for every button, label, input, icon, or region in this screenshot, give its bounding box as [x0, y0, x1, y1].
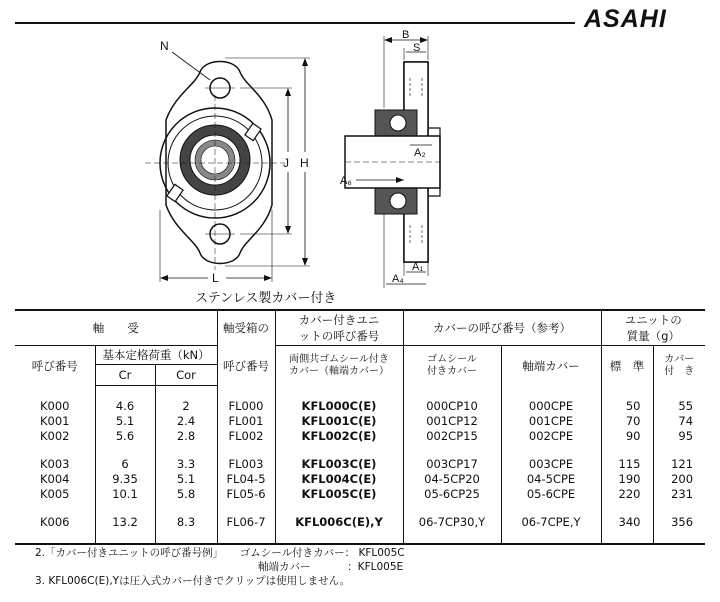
header-load-rating: 基本定格荷重（kN）	[95, 346, 217, 365]
header-cr: Cr	[95, 365, 155, 386]
label-a1: A₁	[412, 261, 424, 273]
technical-drawing	[0, 28, 720, 290]
header-housing-no-bottom: 呼び番号	[217, 346, 275, 386]
header-with-cover: カバー 付 き	[653, 346, 705, 386]
note-2-end-label: 軸端カバー	[258, 561, 311, 573]
note-2	[35, 545, 405, 560]
label-j: J	[283, 156, 289, 170]
header-cover-unit-sub: 両側共ゴムシール付き カバー（軸端カバー）	[275, 346, 403, 386]
label-l: L	[212, 271, 219, 285]
header-rule	[15, 22, 575, 24]
table-row: K001 5.1 2.4 FL001 KFL001C(E) 001CP12 001CPE 70 74	[15, 414, 705, 429]
label-h: H	[300, 156, 309, 170]
note-2-end	[258, 559, 403, 574]
table-row: K004 9.35 5.1 FL04-5 KFL004C(E) 04-5CP20 04-5CPE 190 200	[15, 472, 705, 487]
table-row: K000 4.6 2 FL000 KFL000C(E) 000CP10 000CPE 50 55	[15, 399, 705, 414]
table-row: K002 5.6 2.8 FL002 KFL002C(E) 002CP15 002CPE 90 95	[15, 429, 705, 444]
label-b: B	[402, 29, 410, 41]
label-a4: A₄	[392, 273, 404, 285]
header-standard: 標 準	[601, 346, 653, 386]
brand-logo: ASAHI	[584, 5, 667, 33]
table-row: K003 6 3.3 FL003 KFL003C(E) 003CP17 003CPE 115 121	[15, 457, 705, 472]
note-2-end-value: ：KFL005E	[347, 561, 404, 573]
note-3: 3. KFL006C(E),Yは圧入式カバー付きでクリップは使用しません。	[35, 575, 351, 587]
header-cover-no: カバーの呼び番号（参考）	[403, 310, 601, 346]
header-rubber-seal-cover: ゴムシール 付きカバー	[403, 346, 501, 386]
label-a2: A₂	[414, 147, 426, 159]
label-a6: A₆	[340, 175, 352, 187]
label-s: S	[413, 42, 421, 54]
drawing-caption: ステンレス製カバー付き	[195, 291, 337, 306]
note-2-seal-label: ゴムシール付きカバー：	[239, 547, 356, 559]
header-designation: 呼び番号	[31, 358, 78, 373]
table-row: K006 13.2 8.3 FL06-7 KFL006C(E),Y 06-7CP30,Y 06-7CPE,Y 340 356	[15, 515, 705, 530]
note-2-label: 2.「カバー付きユニットの呼び番号例」	[35, 547, 224, 559]
header-bearing-unit: 軸 受	[15, 310, 217, 346]
label-n: N	[160, 39, 169, 53]
header-mass: ユニットの 質量（g）	[601, 310, 705, 346]
header-housing-no-top: 軸受箱の	[217, 310, 275, 346]
header-cover-unit: カバー付きユニ ットの呼び番号	[275, 310, 403, 346]
table-row: K005 10.1 5.8 FL05-6 KFL005C(E) 05-6CP25 05-6CPE 220 231	[15, 487, 705, 502]
side-view	[345, 36, 440, 288]
spec-table	[15, 309, 705, 545]
header-cor: Cor	[155, 365, 217, 386]
note-2-seal-value: KFL005C	[358, 547, 405, 559]
header-end-cover: 軸端カバー	[501, 346, 601, 386]
